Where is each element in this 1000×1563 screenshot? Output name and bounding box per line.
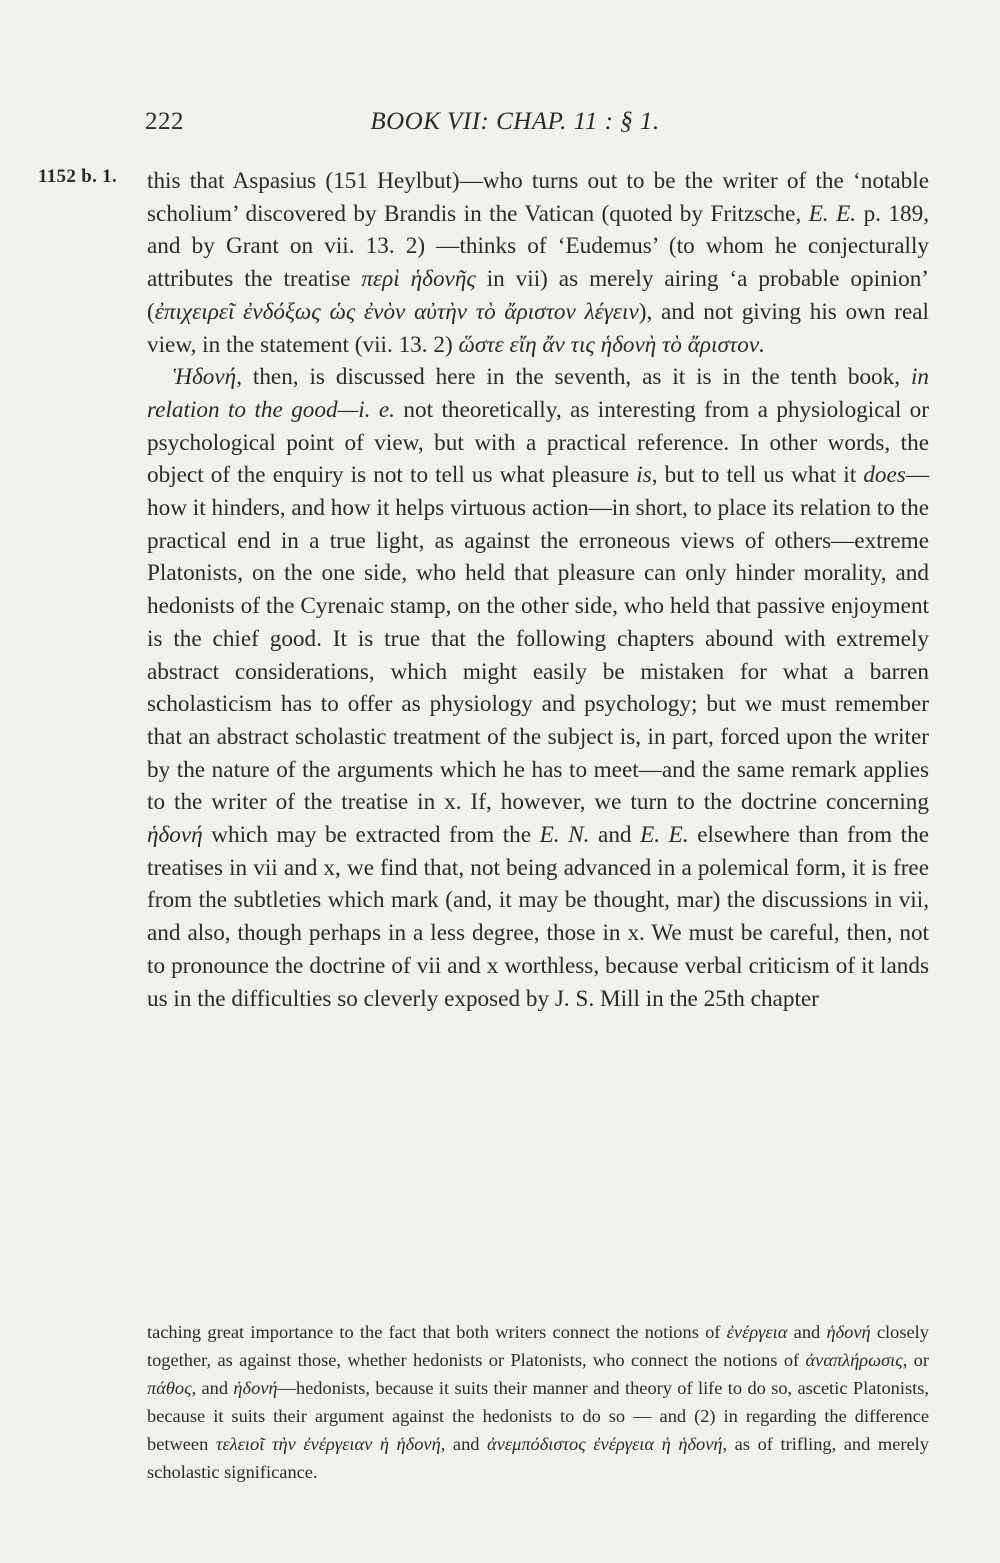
text-run: , then, is discussed here in the seventh, as it is in the tenth book,: [236, 364, 911, 391]
text-run-italic: is: [636, 462, 652, 489]
text-run: , and: [191, 1378, 234, 1398]
text-run-italic: E. E.: [640, 822, 689, 849]
margin-reference: 1152 b. 1.: [38, 166, 118, 187]
main-text: [147, 165, 929, 1015]
page-header: [145, 108, 935, 148]
running-head: BOOK VII: CHAP. 11 : § 1.: [370, 108, 660, 135]
greek-phrase: Ἡδονή: [173, 364, 237, 391]
text-run: and: [589, 822, 641, 849]
paragraph-1: [147, 165, 929, 361]
text-run: , but to tell us what it: [651, 462, 864, 489]
paragraph-2: [147, 361, 929, 1015]
text-run: not theoretically, as interesting from a physiological or psychological point of view, but with a practical reference. In other words, the object of the enquiry is not to tell us what pleasure: [147, 396, 929, 489]
greek-phrase: ἡδονή: [826, 1322, 871, 1342]
greek-phrase: ἐνέργεια: [726, 1322, 788, 1342]
text-run-italic: in relation to the good—i. e.: [147, 364, 929, 423]
text-run-italic: E. E.: [808, 200, 857, 227]
text-run: —hedonists, because it suits their manner and theory of life to do so, ascetic Platonists, because it suits their argument against the hedonists to do so — and (2) in regarding the difference between: [147, 1378, 929, 1454]
text-run: ), and not giving his own real view, in the statement (vii. 13. 2): [147, 298, 930, 358]
text-run-italic: E. N.: [539, 822, 590, 849]
greek-phrase: ἀναπλήρωσις: [805, 1350, 903, 1370]
page-number: 222: [145, 108, 184, 135]
text-run: closely together, as against those, whether hedonists or Platonists, who connect the notions of: [147, 1322, 929, 1370]
footnote: [147, 1318, 929, 1486]
text-run-italic: does: [863, 462, 906, 489]
text-run: in vii) as merely airing ‘a probable opinion’ (: [147, 266, 930, 325]
greek-phrase: ἡδονή: [147, 822, 203, 849]
greek-phrase: ὥστε εἴη ἄν τις ἡδονὴ τὸ ἄριστον.: [458, 331, 765, 358]
text-run: —how it hinders, and how it helps virtuous action—in short, to place its relation to the practical end in a true light, as against the erroneous views of others—extreme Platonists, on the one side, who held that pleasure can only hinder morality, and hedonists of the Cyrenaic stamp, on the other side, who held that passive enjoyment is the chief good. It is true that the following chapters abound with extremely abstract considerations, which might easily be mistaken for what a barren scholasticism has to offer as physiology and psychology; but we must remember that an abstract scholastic treatment of the subject is, in part, forced upon the writer by the nature of the arguments which he has to meet—and the same remark applies to the writer of the treatise in x. If, however, we turn to the doctrine concerning: [147, 462, 930, 816]
footnote-paragraph: [147, 1318, 929, 1486]
text-run: this that Aspasius (151 Heylbut)—who turns out to be the writer of the ‘notable scholium’ discovered by Brandis in the Vatican (quoted by Fritzsche,: [147, 168, 929, 227]
text-run: elsewhere than from the treatises in vii and x, we find that, not being advanced in a polemical form, it is free from the subtleties which mark (and, it may be thought, mar) the discussions in vii, and also, though perhaps in a less degree, those in x. We must be careful, then, not to pronounce the doctrine of vii and x worthless, because verbal criticism of it lands us in the difficulties so cleverly exposed by J. S. Mill in the 25th chapter: [147, 822, 930, 1012]
text-run: which may be extracted from the: [202, 822, 540, 849]
greek-phrase: ἀνεμπόδιστος ἐνέργεια ἡ ἡδονή: [487, 1434, 723, 1454]
text-run: , as of trifling, and merely scholastic significance.: [147, 1434, 929, 1482]
greek-phrase: τελειοῖ τὴν ἐνέργειαν ἡ ἡδονή: [215, 1434, 441, 1454]
text-run: and: [787, 1322, 827, 1342]
text-run: p. 189, and by Grant on vii. 13. 2) —thinks of ‘Eudemus’ (to whom he conjecturally attributes the treatise: [147, 200, 930, 293]
text-run: , and: [440, 1434, 488, 1454]
greek-phrase: ἐπιχειρεῖ ἐνδόξως ὡς ἐνὸν αὐτὴν τὸ ἄριστον λέγειν: [154, 298, 639, 325]
greek-phrase: πάθος: [147, 1378, 192, 1398]
text-run: , or: [902, 1350, 930, 1370]
greek-phrase: ἡδονή: [233, 1378, 278, 1398]
text-run: taching great importance to the fact that both writers connect the notions of: [147, 1322, 727, 1342]
greek-phrase: περὶ ἡδονῆς: [361, 266, 476, 293]
